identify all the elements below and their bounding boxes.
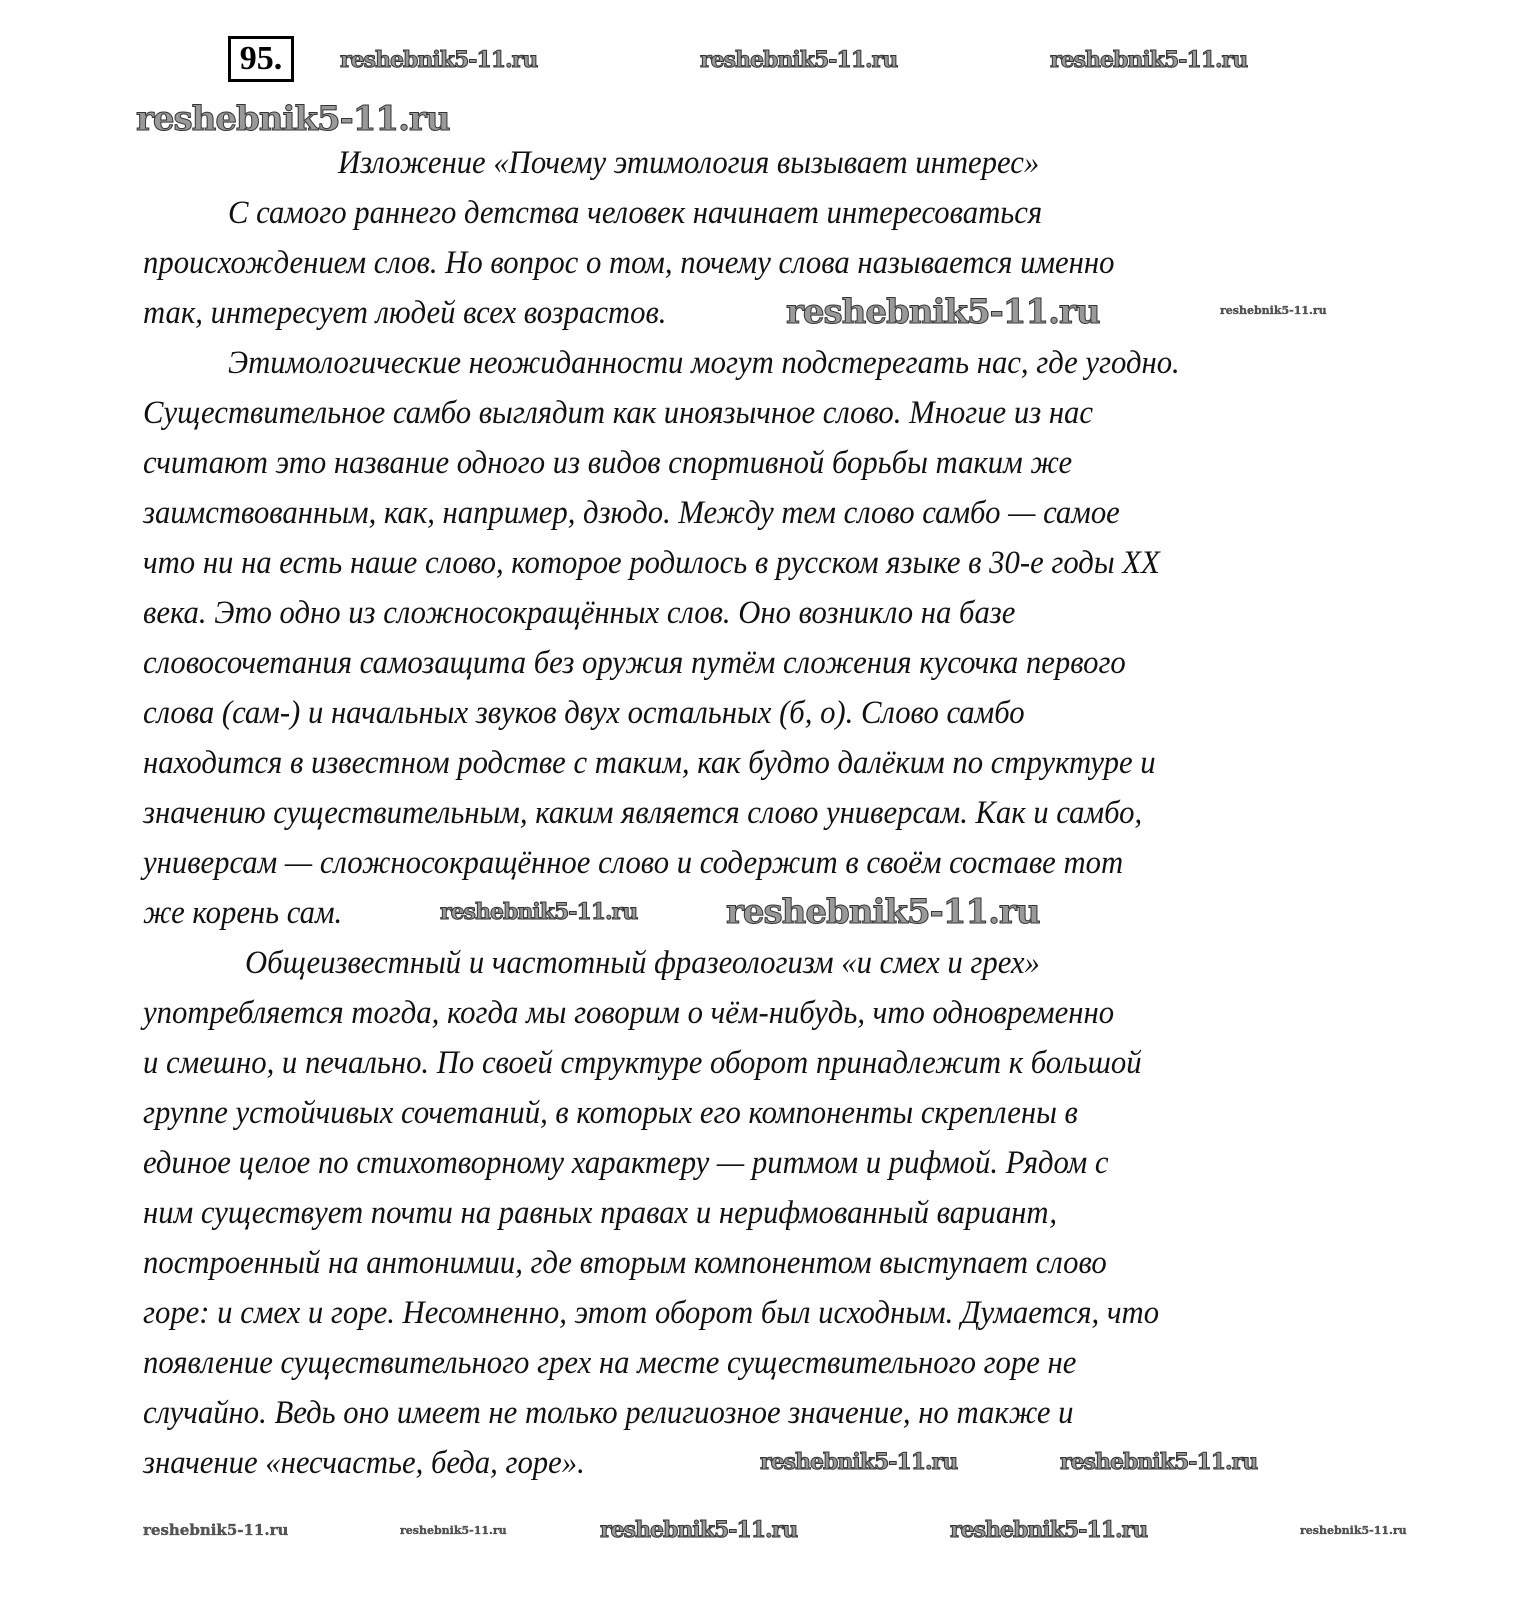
watermark: reshebnik5-11.ru bbox=[400, 1524, 507, 1537]
watermark: reshebnik5-11.ru bbox=[143, 1521, 289, 1539]
watermark: reshebnik5-11.ru bbox=[1300, 1524, 1407, 1537]
text-line: ним существует почти на равных правах и нерифмованный вариант, bbox=[143, 1195, 1057, 1231]
text-line: значению существительным, каким является слово универсам. Как и самбо, bbox=[143, 795, 1143, 831]
watermark: reshebnik5-11.ru bbox=[1220, 304, 1327, 317]
text-line: Этимологические неожиданности могут подстерегать нас, где угодно. bbox=[228, 345, 1180, 381]
text-line: происхождением слов. Но вопрос о том, почему слова называется именно bbox=[143, 245, 1115, 281]
text-line: горе: и смех и горе. Несомненно, этот оборот был исходным. Думается, что bbox=[143, 1295, 1160, 1331]
text-line: значение «несчастье, беда, горе». bbox=[143, 1445, 585, 1481]
text-line: С самого раннего детства человек начинает интересоваться bbox=[228, 195, 1043, 231]
text-line: единое целое по стихотворному характеру — ритмом и рифмой. Рядом с bbox=[143, 1145, 1109, 1181]
text-line: употребляется тогда, когда мы говорим о чём-нибудь, что одновременно bbox=[143, 995, 1115, 1031]
text-line: построенный на антонимии, где вторым компонентом выступает слово bbox=[143, 1245, 1107, 1281]
watermark: reshebnik5-11.ru bbox=[700, 47, 898, 73]
text-line: случайно. Ведь оно имеет не только религиозное значение, но также и bbox=[143, 1395, 1074, 1431]
text-line: считают это название одного из видов спортивной борьбы таким же bbox=[143, 445, 1073, 481]
text-line: словосочетания самозащита без оружия путём сложения кусочка первого bbox=[143, 645, 1126, 681]
essay-title: Изложение «Почему этимология вызывает интерес» bbox=[338, 145, 1040, 181]
watermark: reshebnik5-11.ru bbox=[726, 892, 1040, 932]
watermark: reshebnik5-11.ru bbox=[440, 899, 638, 925]
watermark: reshebnik5-11.ru bbox=[340, 47, 538, 73]
watermark: reshebnik5-11.ru bbox=[760, 1449, 958, 1475]
exercise-number: 95. bbox=[228, 36, 294, 82]
watermark: reshebnik5-11.ru bbox=[1050, 47, 1248, 73]
text-line: слова (сам-) и начальных звуков двух остальных (б, о). Слово самбо bbox=[143, 695, 1025, 731]
watermark: reshebnik5-11.ru bbox=[786, 292, 1100, 332]
text-line: Существительное самбо выглядит как иноязычное слово. Многие из нас bbox=[143, 395, 1094, 431]
text-line: универсам — сложносокращённое слово и содержит в своём составе тот bbox=[143, 845, 1124, 881]
watermark: reshebnik5-11.ru bbox=[950, 1517, 1148, 1543]
watermark: reshebnik5-11.ru bbox=[136, 99, 450, 139]
text-line: и смешно, и печально. По своей структуре оборот принадлежит к большой bbox=[143, 1045, 1142, 1081]
text-line: так, интересует людей всех возрастов. bbox=[143, 295, 667, 331]
text-line: заимствованным, как, например, дзюдо. Между тем слово самбо — самое bbox=[143, 495, 1120, 531]
text-line: появление существительного грех на месте существительного горе не bbox=[143, 1345, 1077, 1381]
text-line: Общеизвестный и частотный фразеологизм «и смех и грех» bbox=[245, 945, 1040, 981]
text-line: же корень сам. bbox=[143, 895, 343, 931]
text-line: находится в известном родстве с таким, как будто далёким по структуре и bbox=[143, 745, 1156, 781]
watermark: reshebnik5-11.ru bbox=[600, 1517, 798, 1543]
text-line: века. Это одно из сложносокращённых слов. Оно возникло на базе bbox=[143, 595, 1016, 631]
text-line: что ни на есть наше слово, которое родилось в русском языке в 30-е годы XX bbox=[143, 545, 1160, 581]
text-line: группе устойчивых сочетаний, в которых его компоненты скреплены в bbox=[143, 1095, 1078, 1131]
watermark: reshebnik5-11.ru bbox=[1060, 1449, 1258, 1475]
